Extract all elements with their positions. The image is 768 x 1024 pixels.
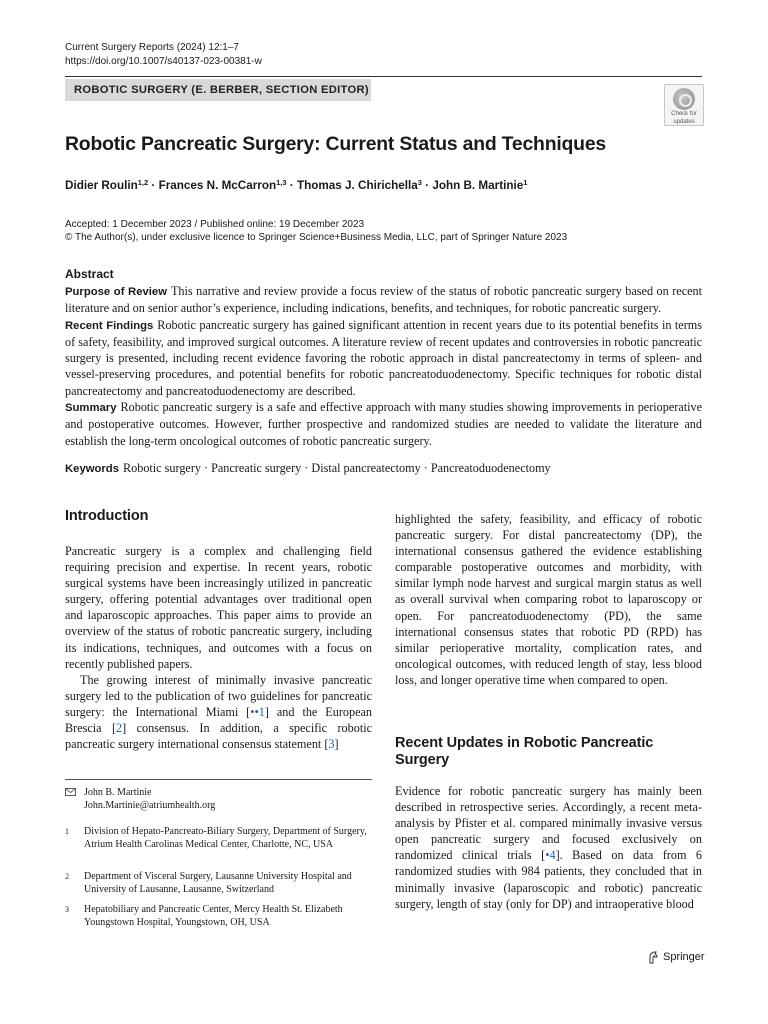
journal-citation: Current Surgery Reports (2024) 12:1–7	[65, 42, 239, 53]
summary-text: Robotic pancreatic surgery is a safe and effective approach with many studies showing improvements in perioperative and postoperative outcomes. However, further prospective and randomized studies are needed to validate the literature and establish the long-term oncological outcomes of robotic pancreatic surgery.	[65, 400, 702, 448]
abstract-purpose	[65, 283, 702, 317]
author-aff: 1,3	[276, 178, 287, 187]
intro-text: ]	[334, 737, 339, 752]
affiliation-2	[65, 870, 372, 896]
copyright-line: © The Author(s), under exclusive licence to Springer Science+Business Media, LLC, part of Springer Nature 2023	[65, 232, 568, 243]
check-for-updates-badge[interactable]	[664, 84, 704, 126]
article-title: Robotic Pancreatic Surgery: Current Status and Techniques	[65, 133, 606, 155]
footnote-rule	[65, 779, 372, 780]
corresponding-author	[65, 786, 372, 812]
publisher-name: Springer	[663, 951, 705, 963]
author-aff: 1	[523, 178, 528, 187]
heading-line-1: Recent Updates in Robotic Pancreatic	[395, 735, 654, 751]
author-list	[65, 178, 527, 192]
article-dates: Accepted: 1 December 2023 / Published online: 19 December 2023	[65, 219, 365, 230]
abstract-summary	[65, 399, 702, 449]
updates-text: Evidence for robotic pancreatic surgery has mainly been described in retrospective series. Accordingly, a recent meta-analysis by Pfister et al. compared minimally invasive versus open pancreatic surgery and focused exclusively on randomized clinical trials [	[395, 784, 702, 863]
intro-paragraph-1: Pancreatic surgery is a complex and challenging field requiring precision and expertise. In recent years, robotic surgical systems have been increasingly utilized in pancreatic surgery, offering potential advantages over traditional open and laparoscopic approaches. This paper aims to provide an overview of the status of robotic pancreatic surgery, including its indications, techniques, and outcomes with a focus on recently published papers.	[65, 544, 372, 671]
affiliation-3	[65, 903, 372, 929]
abstract-body	[65, 283, 702, 449]
author-name[interactable]: Thomas J. Chirichella	[296, 179, 418, 192]
keywords-text: Robotic surgery · Pancreatic surgery · Distal pancreatectomy · Pancreatoduodenectomy	[123, 461, 551, 475]
author-aff: 3	[417, 178, 422, 187]
author-sep: ·	[421, 179, 433, 192]
summary-label: Summary	[65, 402, 117, 415]
springer-horse-icon	[647, 951, 659, 964]
reference-link[interactable]: ••1	[250, 704, 265, 719]
intro-left-column	[65, 543, 372, 752]
keywords-label: Keywords	[65, 463, 119, 475]
doi-link[interactable]: https://doi.org/10.1007/s40137-023-00381-w	[65, 56, 262, 67]
reference-link[interactable]: 2	[116, 721, 123, 736]
updates-text: ]. Based on data from 6 randomized studies with 984 patients, they concluded that in minimally invasive (laparoscopic and robotic) pancreatic surgery, length of stay (only for DP) and intraoperative blood	[395, 848, 702, 911]
recent-updates-heading	[395, 735, 653, 769]
abstract-findings	[65, 317, 702, 399]
badge-text-1: Check for	[671, 111, 697, 117]
affiliation-1	[65, 825, 372, 851]
intro-text: ] and the European Brescia [	[65, 704, 372, 736]
reference-link[interactable]: •4	[545, 848, 556, 863]
publisher-mark	[647, 951, 705, 963]
author-sep: ·	[286, 179, 297, 192]
badge-text-2: updates	[673, 118, 695, 125]
author-aff: 1,2	[137, 178, 149, 187]
keywords	[65, 461, 551, 476]
intro-text: ] consensus. In addition, a specific robotic pancreatic surgery international consensus statement [	[65, 721, 373, 752]
affiliation-text: Division of Hepato-Pancreato-Biliary Surgery, Department of Surgery, Atrium Health Carolinas Medical Center, Charlotte, NC, USA	[84, 826, 367, 850]
intro-text: The growing interest of minimally invasive pancreatic surgery led to the publication of two guidelines for pancreatic surgery: the International Miami [	[65, 672, 372, 719]
affiliation-number: 2	[65, 872, 69, 881]
intro-right-column	[395, 511, 702, 688]
reference-link[interactable]: 3	[328, 737, 335, 752]
purpose-text: This narrative and review provide a focus review of the status of robotic pancreatic surgery based on recent literature and on senior author’s experience, including indications, benefits, and techniques, for robotic pancreatic surgery.	[65, 284, 702, 316]
author-name[interactable]: Frances N. McCarron	[158, 179, 277, 192]
envelope-icon	[65, 788, 76, 796]
check-updates-icon	[673, 88, 695, 110]
affiliation-text: Department of Visceral Surgery, Lausanne University Hospital and University of Lausanne, Lausanne, Switzerland	[84, 871, 352, 895]
abstract-heading: Abstract	[65, 267, 114, 281]
intro-paragraph-2	[65, 672, 372, 752]
affiliation-number: 1	[65, 827, 69, 836]
findings-text: Robotic pancreatic surgery has gained significant attention in recent years due to its potential benefits in terms of safety, feasibility, and improved surgical outcomes. A literature review of recent updates and controversies in robotic pancreatic surgery is presented, including recent evidence favoring the robotic approach in distal pancreatectomy in terms of spleen- and vessel-preserving procedures, and potential benefits for robotic pancreatoduodenectomy. Specific techniques for robotic distal pancreatectomy and pancreatoduodenectomy are described.	[65, 317, 702, 398]
updates-paragraph-1	[395, 783, 702, 912]
intro-paragraph-3: highlighted the safety, feasibility, and efficacy of robotic pancreatic surgery. For distal pancreatectomy (DP), the international consensus gathered the evidence establishing comparable postoperative outcomes and morbidity, with similar lymph node harvest and surgical margin status as well as overall survival when comparing robot to laparoscopy or open. For pancreatoduodenectomy (PD), the same international consensus states that robotic PD (RPD) has similar perioperative mortality, complication rates, and oncological outcomes, with reduced length of stay, less blood loss, and longer operative time when compared to open.	[395, 512, 702, 687]
header-rule	[65, 76, 702, 77]
affiliation-text: Hepatobiliary and Pancreatic Center, Mercy Health St. Elizabeth Youngstown Hospital, Youngstown, OH, USA	[84, 904, 343, 928]
author-sep: ·	[148, 179, 159, 192]
findings-label: Recent Findings	[65, 319, 154, 332]
affiliation-number: 3	[65, 905, 69, 914]
corresponding-name: John B. Martinie	[84, 787, 152, 798]
corresponding-email[interactable]: John.Martinie@atriumhealth.org	[84, 800, 216, 811]
heading-line-2: Surgery	[395, 752, 450, 768]
author-name[interactable]: John B. Martinie	[432, 179, 524, 192]
purpose-label: Purpose of Review	[65, 286, 167, 298]
introduction-heading: Introduction	[65, 508, 149, 524]
updates-column	[395, 783, 702, 912]
section-bar: ROBOTIC SURGERY (E. BERBER, SECTION EDITOR)	[65, 79, 371, 101]
author-name[interactable]: Didier Roulin	[65, 179, 138, 192]
